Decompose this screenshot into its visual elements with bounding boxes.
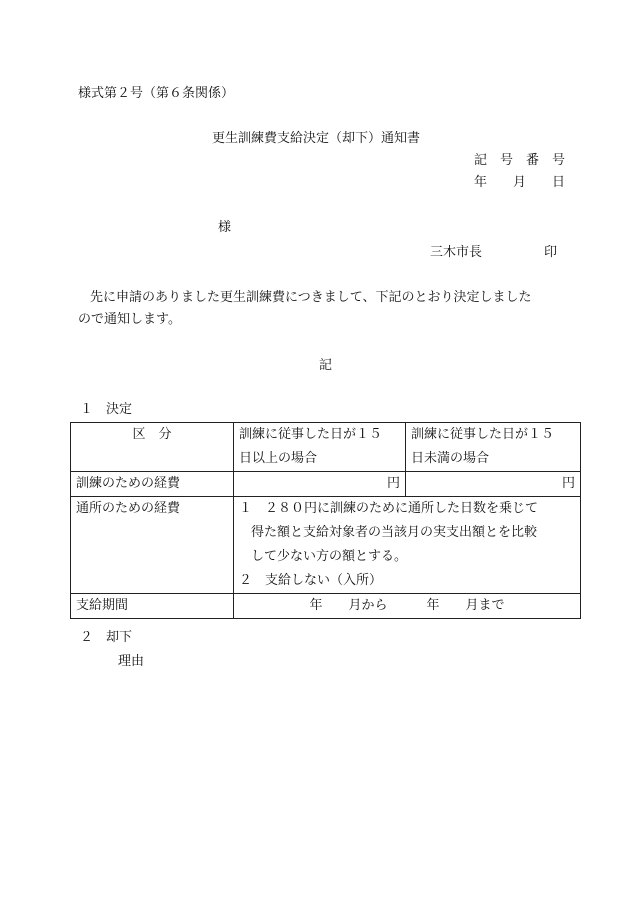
commute-line2: 得た額と支給対象者の当該月の実支出額とを比較 bbox=[251, 525, 538, 540]
body-text-line1: 先に申請のありました更生訓練費につきまして、下記のとおり決定しました bbox=[90, 290, 532, 305]
table-row bbox=[71, 423, 581, 472]
header-15-or-more bbox=[234, 423, 406, 472]
section-decision-heading: １ 決定 bbox=[80, 402, 133, 417]
date-line: 年 月 日 bbox=[474, 175, 566, 190]
issuer-name: 三木市長 bbox=[430, 245, 483, 260]
table-row bbox=[71, 594, 581, 619]
form-number: 様式第２号（第６条関係） bbox=[78, 86, 235, 101]
training-expense-yen-under-15: 円 bbox=[406, 472, 581, 497]
table-row bbox=[71, 472, 581, 497]
commute-line4: ２ 支給しない（入所） bbox=[239, 573, 383, 588]
payment-period-value: 年 月から 年 月まで bbox=[234, 594, 581, 619]
header-under-15 bbox=[406, 423, 581, 472]
addressee-suffix: 様 bbox=[218, 220, 232, 235]
commute-expense-description bbox=[234, 497, 581, 594]
commute-expense-label: 通所のための経費 bbox=[71, 497, 234, 594]
payment-period-label: 支給期間 bbox=[71, 594, 234, 619]
table-row bbox=[71, 497, 581, 594]
header-15-or-more-line1: 訓練に従事した日が１５ bbox=[239, 427, 383, 442]
training-expense-yen-15-or-more: 円 bbox=[234, 472, 406, 497]
commute-line1: １ ２８０円に訓練のために通所した日数を乗じて bbox=[239, 501, 539, 516]
decision-table bbox=[70, 422, 581, 619]
body-text-line2: ので通知します。 bbox=[78, 312, 181, 327]
record-number-label: 記 号 番 号 bbox=[474, 153, 566, 168]
header-under-15-line2: 日未満の場合 bbox=[411, 451, 490, 466]
seal-mark: 印 bbox=[544, 245, 558, 260]
section-rejection-heading: ２ 却下 bbox=[80, 630, 133, 645]
header-category: 区 分 bbox=[71, 423, 234, 472]
training-expense-label: 訓練のための経費 bbox=[71, 472, 234, 497]
commute-line3: して少ない方の額とする。 bbox=[251, 549, 408, 564]
document-title: 更生訓練費支給決定（却下）通知書 bbox=[212, 131, 421, 146]
header-15-or-more-line2: 日以上の場合 bbox=[239, 451, 318, 466]
header-under-15-line1: 訓練に従事した日が１５ bbox=[411, 427, 555, 442]
reason-label: 理由 bbox=[118, 654, 145, 669]
ki-heading: 記 bbox=[319, 358, 333, 373]
